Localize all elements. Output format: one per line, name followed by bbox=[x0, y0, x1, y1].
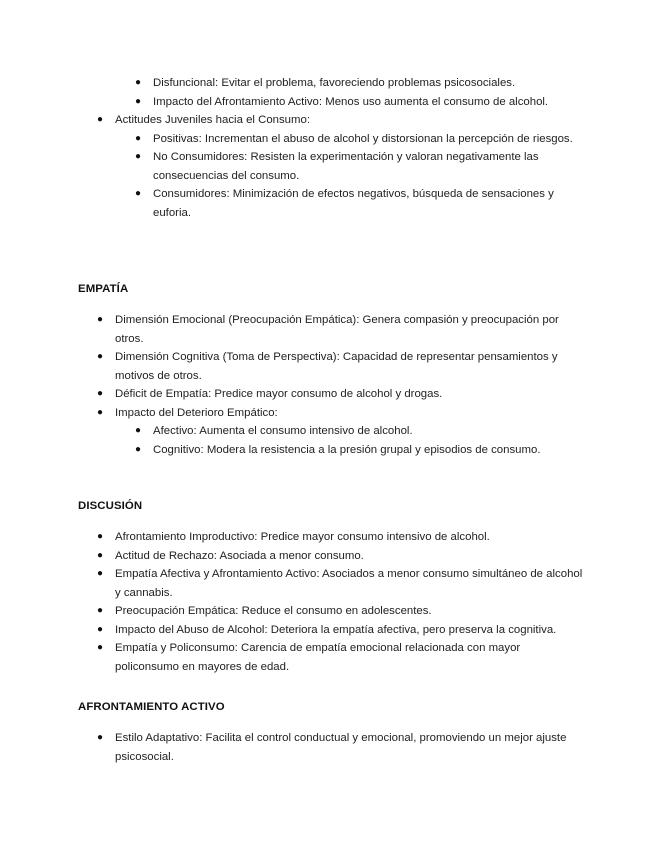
list-item-text: Consumidores: Minimización de efectos negativos, búsqueda de sensaciones y euforia. bbox=[153, 188, 554, 219]
list-item-text: Déficit de Empatía: Predice mayor consumo de alcohol y drogas. bbox=[115, 388, 443, 400]
list-item-text: Positivas: Incrementan el abuso de alcohol y distorsionan la percepción de riesgos. bbox=[153, 132, 573, 145]
bullet-icon: ● bbox=[97, 732, 104, 743]
list-item-text: Preocupación Empática: Reduce el consumo en adolescentes. bbox=[115, 605, 432, 617]
bullet-icon: ● bbox=[135, 188, 142, 199]
list-item bbox=[97, 729, 585, 766]
bullet-icon: ● bbox=[97, 114, 104, 125]
attitudes-sublist bbox=[135, 130, 577, 223]
list-item bbox=[97, 111, 585, 222]
list-item-text: No Consumidores: Resisten la experimentación y valoran negativamente las consecuencias del consumo. bbox=[153, 151, 539, 182]
list-item bbox=[135, 148, 577, 185]
bullet-icon: ● bbox=[97, 351, 104, 362]
bullet-icon: ● bbox=[97, 623, 104, 635]
list-item bbox=[135, 74, 577, 93]
list-item-text: Afectivo: Aumenta el consumo intensivo de alcohol. bbox=[153, 425, 413, 437]
list-item bbox=[97, 311, 585, 348]
bullet-icon: ● bbox=[135, 151, 142, 162]
bullet-icon: ● bbox=[135, 425, 142, 436]
list-item bbox=[135, 422, 577, 441]
coping-sublist bbox=[135, 74, 577, 111]
discusion-list bbox=[97, 528, 585, 676]
list-item-text: Estilo Adaptativo: Facilita el control conductual y emocional, promoviendo un mejor ajuste psicosocial. bbox=[115, 732, 567, 763]
list-item-text: Impacto del Deterioro Empático: bbox=[115, 406, 278, 419]
list-item-group bbox=[115, 74, 585, 111]
list-item bbox=[97, 528, 585, 547]
bullet-icon: ● bbox=[135, 95, 142, 107]
bullet-icon: ● bbox=[97, 531, 104, 542]
list-item-text: Dimensión Emocional (Preocupación Empática): Genera compasión y preocupación por otros. bbox=[115, 314, 559, 345]
list-item bbox=[97, 547, 585, 566]
list-item bbox=[97, 602, 585, 621]
section-heading-discusion: DISCUSIÓN bbox=[78, 500, 143, 512]
list-item-text: Impacto del Afrontamiento Activo: Menos uso aumenta el consumo de alcohol. bbox=[153, 95, 549, 108]
bullet-icon: ● bbox=[97, 549, 104, 561]
bullet-icon: ● bbox=[97, 314, 104, 325]
bullet-icon: ● bbox=[135, 443, 142, 455]
list-item-text: Impacto del Abuso de Alcohol: Deteriora la empatía afectiva, pero preserva la cognitiva. bbox=[115, 623, 557, 636]
section-heading-empatia: EMPATÍA bbox=[78, 283, 129, 295]
list-item-text: Disfuncional: Evitar el problema, favoreciendo problemas psicosociales. bbox=[153, 77, 516, 89]
bullet-icon: ● bbox=[97, 642, 104, 653]
top-continuation-list bbox=[97, 74, 585, 222]
list-item bbox=[135, 185, 577, 222]
list-item bbox=[135, 93, 577, 112]
bullet-icon: ● bbox=[135, 132, 142, 144]
bullet-icon: ● bbox=[97, 388, 104, 399]
list-item bbox=[97, 385, 585, 404]
list-item bbox=[97, 565, 585, 602]
list-item-text: Afrontamiento Improductivo: Predice mayor consumo intensivo de alcohol. bbox=[115, 531, 490, 543]
empatia-list bbox=[97, 311, 585, 459]
list-item-text: Cognitivo: Modera la resistencia a la presión grupal y episodios de consumo. bbox=[153, 443, 541, 456]
list-item-text: Actitudes Juveniles hacia el Consumo: bbox=[115, 114, 311, 126]
list-item-text: Empatía y Policonsumo: Carencia de empatía emocional relacionada con mayor policonsumo en mayores de edad. bbox=[115, 642, 521, 673]
list-item-text: Actitud de Rechazo: Asociada a menor consumo. bbox=[115, 549, 364, 562]
list-item bbox=[97, 639, 585, 676]
list-item-text: Empatía Afectiva y Afrontamiento Activo: Asociados a menor consumo simultáneo de alcohol y cannabis. bbox=[115, 568, 583, 599]
deterioro-sublist bbox=[135, 422, 577, 459]
list-item bbox=[97, 404, 585, 460]
list-item bbox=[97, 621, 585, 640]
list-item bbox=[135, 130, 577, 149]
bullet-icon: ● bbox=[97, 605, 104, 616]
list-item-text: Dimensión Cognitiva (Toma de Perspectiva): Capacidad de representar pensamientos y motivos de otros. bbox=[115, 351, 558, 382]
afrontamiento-activo-list bbox=[97, 729, 585, 766]
list-item bbox=[97, 348, 585, 385]
bullet-icon: ● bbox=[97, 406, 104, 418]
bullet-icon: ● bbox=[97, 568, 104, 579]
section-heading-afrontamiento-activo: AFRONTAMIENTO ACTIVO bbox=[78, 701, 225, 713]
list-item bbox=[135, 441, 577, 460]
bullet-icon: ● bbox=[135, 77, 142, 88]
